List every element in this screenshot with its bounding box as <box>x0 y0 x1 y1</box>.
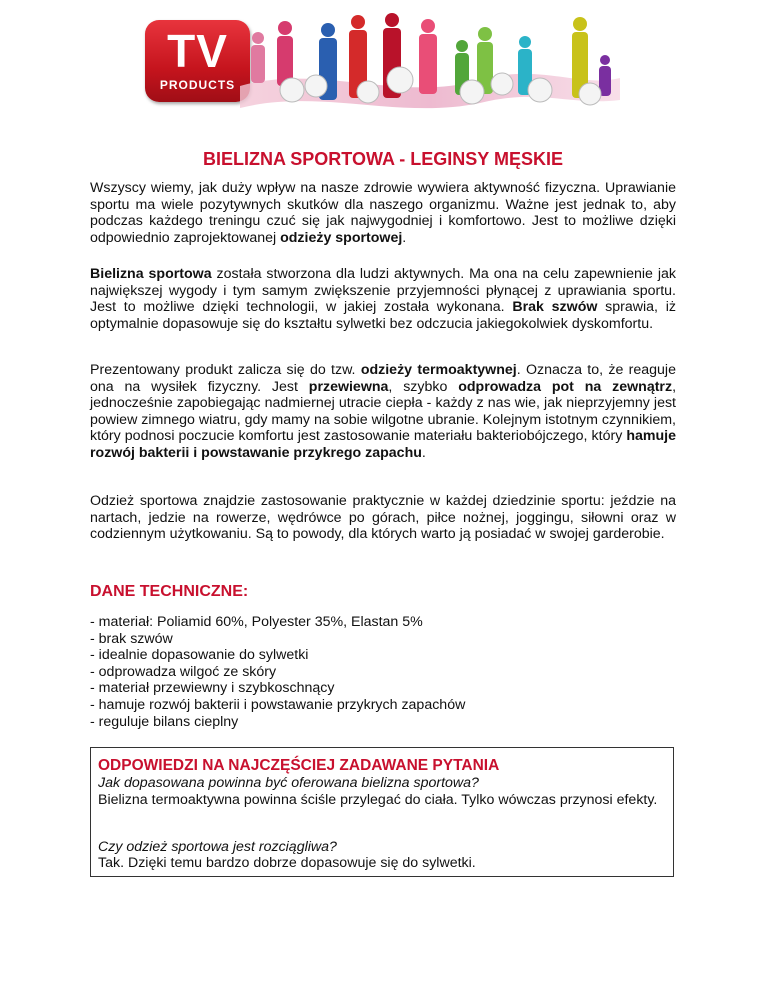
people-silhouettes-banner-icon <box>240 8 620 123</box>
page-title: BIELIZNA SPORTOWA - LEGINSY MĘSKIE <box>202 149 564 169</box>
list-item: - hamuje rozwój bakterii i powstawanie przykrych zapachów <box>90 696 466 713</box>
p3-text-e: , jednocześnie zapobiegając nadmiernej utracie ciepła - każdy z nas wie, jak nieprzyjemny jest powiew zimnego wiatru, gdy mamy na sobie wilgotne ubranie. Kolejnym istotnym czynnikiem, który podnosi poczucie komfortu jest zastosowanie materiału bakteriobójczego, który <box>90 378 677 445</box>
p3-text-a: Prezentowany produkt zalicza się do tzw. <box>90 362 361 378</box>
p3-bold-d: hamuje rozwój bakterii i powstawanie przykrego zapachu <box>90 428 676 461</box>
list-item: - materiał: Poliamid 60%, Polyester 35%, Elastan 5% <box>90 614 423 630</box>
p2-text-c: sprawia, iż optymalnie dopasowuje się do kształtu sylwetki bez odczucia jakiegokolwiek dyskomfortu. <box>90 299 676 332</box>
p1-bold-a: odzieży sportowej <box>280 229 403 246</box>
thermoactive-paragraph <box>90 362 676 462</box>
p3-bold-a: odzieży termoaktywnej <box>360 362 517 378</box>
p2-bold-b: Brak szwów <box>512 299 598 316</box>
list-item: - brak szwów <box>90 630 173 647</box>
logo-tv-text: TV <box>167 25 228 77</box>
p3-bold-b: przewiewna <box>308 378 389 395</box>
p2-text-a: została stworzona dla ludzi aktywnych. Ma ona na celu zapewnienie jak największej wygody i tym samym zwiększenie przyjemności płynącej z uprawiania sportu. Jest to możliwe dzięki technologii, w jakiej została wykonana. <box>90 266 676 316</box>
tech-specs-list <box>90 614 676 730</box>
p3-bold-c: odprowadza pot na zewnątrz <box>458 378 673 395</box>
p3-text-c: . Oznacza to, że reaguje ona na wysiłek fizyczny. Jest <box>90 362 676 395</box>
faq-heading: ODPOWIEDZI NA NAJCZĘŚCIEJ ZADAWANE PYTANIA <box>98 757 500 774</box>
list-item: - materiał przewiewny i szybkoschnący <box>90 680 335 697</box>
p2-bold-a: Bielizna sportowa <box>90 266 212 282</box>
faq-answer: Tak. Dzięki temu bardzo dobrze dopasowuje się do sylwetki. <box>98 855 476 871</box>
faq-answer: Bielizna termoaktywna powinna ściśle przylegać do ciała. Tylko wówczas przynosi efekty. <box>98 792 658 808</box>
list-item: - odprowadza wilgoć ze skóry <box>90 663 277 680</box>
list-item: - reguluje bilans cieplny <box>90 713 239 730</box>
faq-question: Czy odzież sportowa jest rozciągliwa? <box>98 839 337 855</box>
p1-text-a: Wszyscy wiemy, jak duży wpływ na nasze zdrowie wywiera aktywność fizyczna. Uprawianie sportu ma wiele pozytywnych skutków dla naszego organizmu. Ważne jest jednak to, aby podczas każdego treningu czuć się jak najwygodniej i komfortowo. Jest to możliwe dzięki odpowiednio zaprojektowanej <box>90 180 676 246</box>
intro-paragraph <box>90 180 676 246</box>
usage-paragraph: Odzież sportowa znajdzie zastosowanie praktycznie w każdej dziedzinie sportu: jeździe na nartach, jedzie na rowerze, wędrówce po górach, piłce nożnej, joggingu, siłowni oraz w codziennym użytkowaniu. Są to powody, dla których warto ją posiadać w swojej garderobie. <box>90 493 676 543</box>
header-banner <box>0 0 768 130</box>
tv-products-logo <box>145 20 250 102</box>
faq-box <box>90 747 674 877</box>
logo-products-text: PRODUCTS <box>159 78 236 92</box>
faq-question: Jak dopasowana powinna być oferowana bielizna sportowa? <box>98 775 479 791</box>
p1-text-c: . <box>402 229 407 246</box>
p3-text-d: , szybko <box>388 378 459 395</box>
sportswear-paragraph <box>90 266 676 332</box>
p3-text-f: . <box>421 444 426 461</box>
list-item: - idealnie dopasowanie do sylwetki <box>90 647 309 664</box>
tech-specs-heading: DANE TECHNICZNE: <box>90 583 249 600</box>
